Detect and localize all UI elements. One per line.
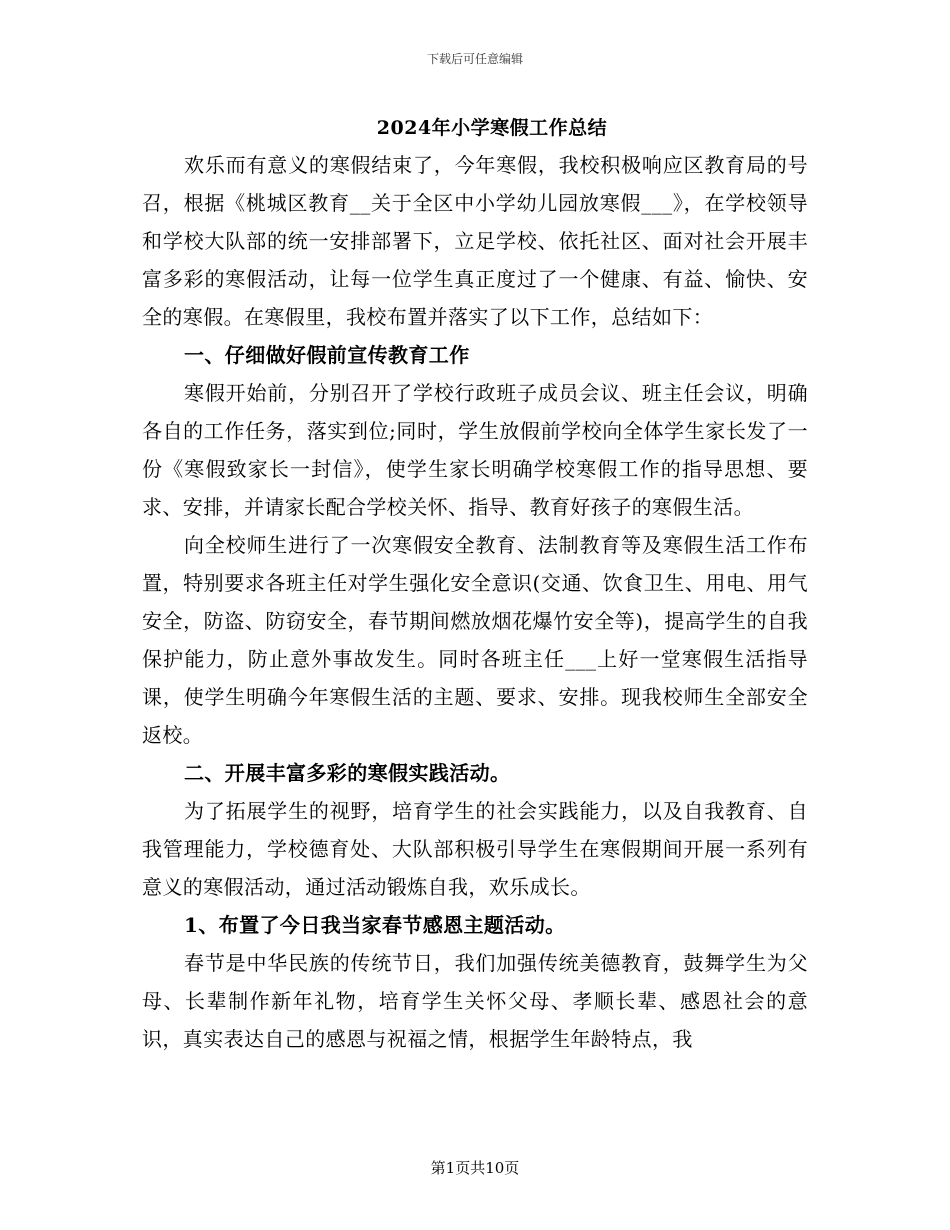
section-1-paragraph-1: 寒假开始前，分别召开了学校行政班子成员会议、班主任会议，明确各自的工作任务，落实到位;同时，学生放假前学校向全体学生家长发了一份《寒假致家长一封信》，使学生家长明确学校寒假工作的指导思想、要求、安排，并请家长配合学校关怀、指导、教育好孩子的寒假生活。 bbox=[142, 381, 808, 519]
section-2-paragraph-1: 为了拓展学生的视野，培育学生的社会实践能力，以及自我教育、自我管理能力，学校德育处、大队部积极引导学生在寒假期间开展一系列有意义的寒假活动，通过活动锻炼自我，欢乐成长。 bbox=[142, 799, 808, 899]
document-title: 2024年小学寒假工作总结 bbox=[376, 117, 608, 139]
section-2-heading: 二、开展丰富多彩的寒假实践活动。 bbox=[184, 761, 511, 785]
subsection-1-heading: 1、布置了今日我当家春节感恩主题活动。 bbox=[184, 913, 566, 937]
intro-paragraph: 欢乐而有意义的寒假结束了，今年寒假，我校积极响应区教育局的号召，根据《桃城区教育__关于全区中小学幼儿园放寒假___》，在学校领导和学校大队部的统一安排部署下，立足学校、依托社区、面对社会开展丰富多彩的寒假活动，让每一位学生真正度过了一个健康、有益、愉快、安全的寒假。在寒假里，我校布置并落实了以下工作，总结如下： bbox=[142, 153, 808, 329]
section-1-paragraph-2: 向全校师生进行了一次寒假安全教育、法制教育等及寒假生活工作布置，特别要求各班主任对学生强化安全意识(交通、饮食卫生、用电、用气安全，防盗、防窃安全，春节期间燃放烟花爆竹安全等)，提高学生的自我保护能力，防止意外事故发生。同时各班主任___上好一堂寒假生活指导课，使学生明确今年寒假生活的主题、要求、安排。现我校师生全部安全返校。 bbox=[142, 533, 808, 747]
page-header-note: 下载后可任意编辑 bbox=[426, 52, 523, 66]
page-footer-number: 第1页共10页 bbox=[430, 1159, 520, 1177]
document-body bbox=[142, 110, 808, 1058]
section-1-heading: 一、仔细做好假前宣传教育工作 bbox=[184, 343, 470, 367]
subsection-1-paragraph-1: 春节是中华民族的传统节日，我们加强传统美德教育，鼓舞学生为父母、长辈制作新年礼物，培育学生关怀父母、孝顺长辈、感恩社会的意识，真实表达自己的感恩与祝福之情，根据学生年龄特点，我 bbox=[142, 951, 808, 1051]
